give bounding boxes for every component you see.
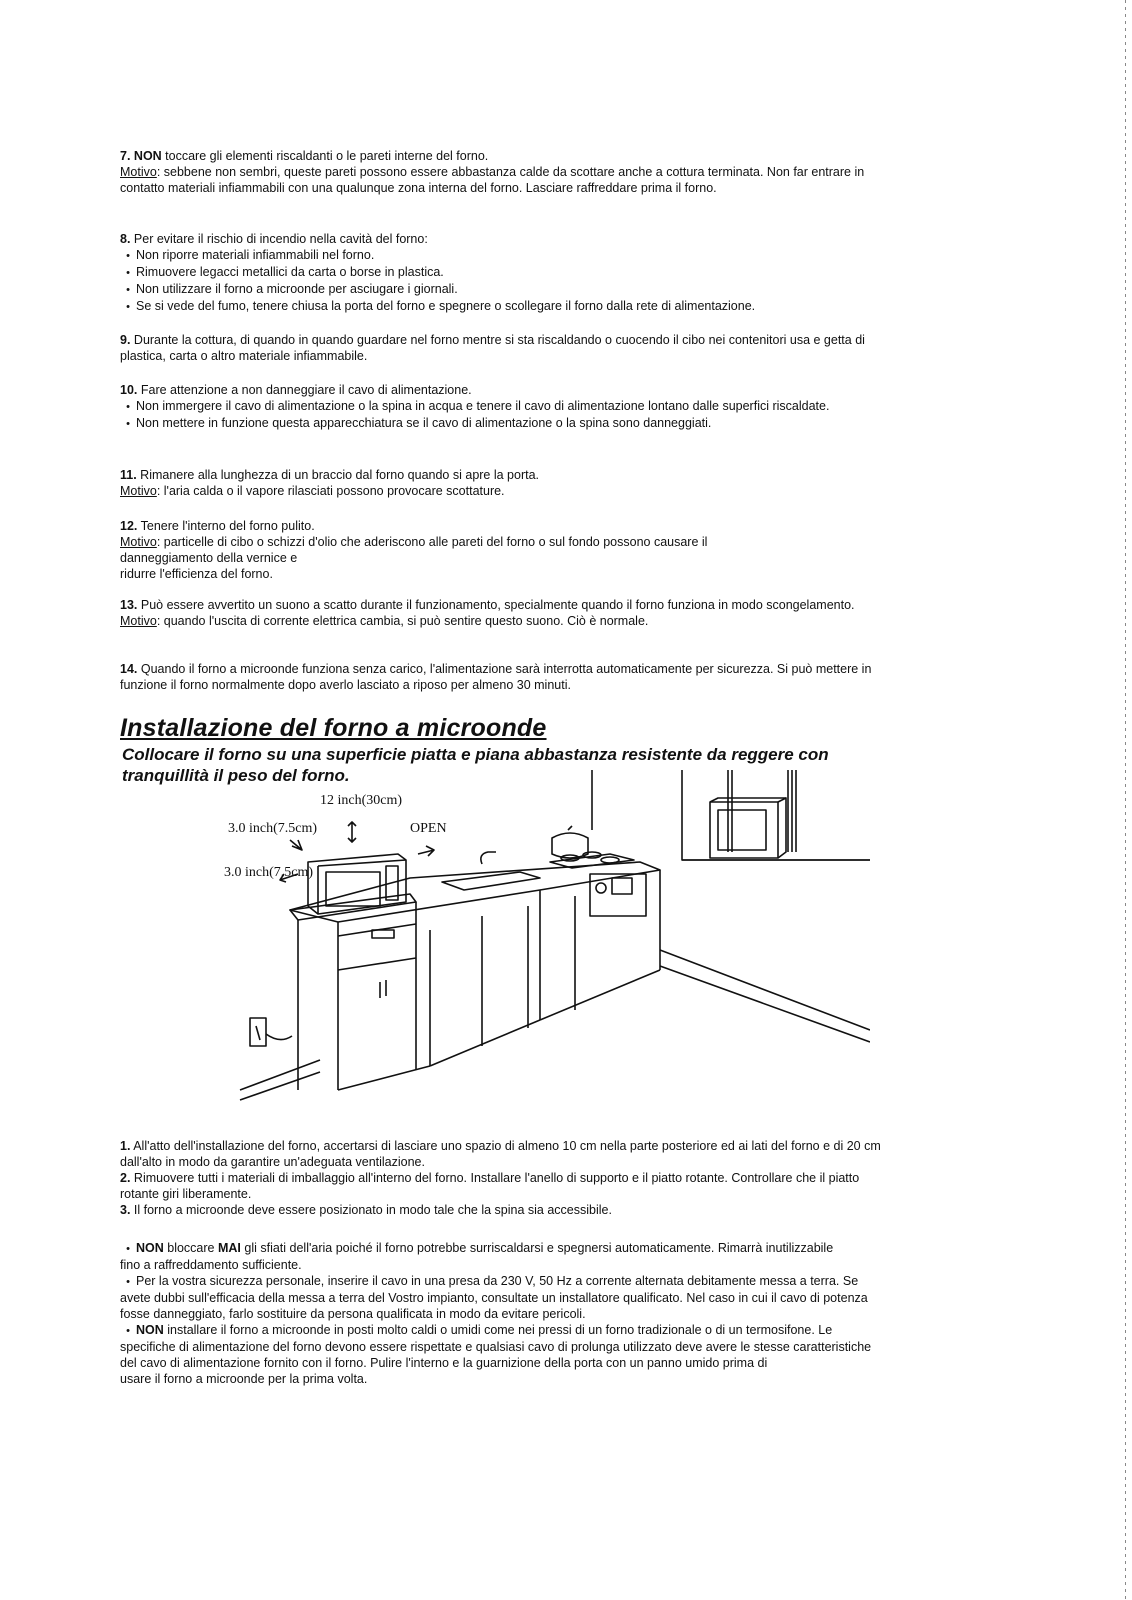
item-line: danneggiamento della vernice e [120, 551, 298, 565]
side-arrow [290, 840, 302, 850]
step-number: 2. [120, 1171, 131, 1185]
reason-label: Motivo [120, 165, 157, 179]
note-text: fino a raffreddamento sufficiente. [120, 1258, 302, 1272]
item-text: Può essere avvertito un suono a scatto durante il funzionamento, specialmente quando il forno funziona in modo scongelamento. [137, 598, 855, 612]
note-line [120, 1257, 882, 1273]
top-arrow [348, 822, 356, 842]
kitchen-drawing [220, 770, 870, 1120]
note-emphasis: NON [136, 1241, 164, 1255]
note-emphasis: NON [136, 1323, 164, 1337]
item-text: Tenere l'interno del forno pulito. [137, 519, 315, 533]
item-line: contatto materiali infiammabili con una qualunque zona interna del forno. Lasciare raffreddare prima il forno. [120, 181, 717, 195]
bullet-text: Rimuovere legacci metallici da carta o borse in plastica. [136, 265, 444, 279]
note-emphasis: MAI [217, 1241, 241, 1255]
scan-edge [1125, 0, 1126, 1600]
item-reason [120, 483, 882, 499]
section-subtitle: Collocare il forno su una superficie piatta e piana abbastanza resistente da reggere con tranquillità il peso del forno. [122, 745, 829, 785]
bullet-item [120, 264, 882, 281]
item-lead [120, 661, 882, 693]
back-clearance-label: 3.0 inch(7.5cm) [224, 865, 314, 880]
item-text: Quando il forno a microonde funziona senza carico, l'alimentazione sarà interrotta automaticamente per sicurezza. Si può mettere in funzione il forno normalmente dopo averlo lasciato a riposo per almeno 30 minuti. [120, 662, 872, 692]
bullet-text: Se si vede del fumo, tenere chiusa la porta del forno e spegnere o scollegare il forno dalla rete di alimentazione. [136, 299, 756, 313]
reason-label: Motivo [120, 484, 157, 498]
safety-item [120, 148, 882, 196]
bullet-item [120, 415, 882, 432]
top-clearance-label: 12 inch(30cm) [320, 793, 403, 808]
reason-text: : l'aria calda o il vapore rilasciati possono provocare scottature. [156, 484, 505, 498]
safety-item [120, 661, 882, 693]
note-bullet [120, 1322, 882, 1339]
note-text: bloccare [163, 1241, 218, 1255]
step-number: 1. [120, 1139, 131, 1153]
step-text: Rimuovere tutti i materiali di imballaggio all'interno del forno. Installare l'anello di supporto e il piatto rotante. Controllare che il piatto rotante giri liberamente. [120, 1171, 860, 1201]
item-text: Rimanere alla lunghezza di un braccio dal forno quando si apre la porta. [136, 468, 540, 482]
reason-label: Motivo [120, 614, 157, 628]
faucet [481, 852, 496, 864]
note-text: gli sfiati dell'aria poiché il forno potrebbe surriscaldarsi e spegnersi automaticamente. Rimarrà inutilizzabile [240, 1241, 834, 1255]
item-number: 14. [120, 662, 138, 676]
note-line [120, 1339, 882, 1371]
window-post-left [728, 770, 732, 852]
safety-item [120, 332, 882, 364]
item-lead [120, 231, 882, 247]
item-number: 11. [120, 468, 137, 482]
bullet-item [120, 281, 882, 298]
item-reason [120, 164, 882, 180]
section-title: Installazione del forno a microonde [120, 714, 547, 742]
bullet-item [120, 298, 882, 315]
note-line [120, 1371, 882, 1387]
note-bullet [120, 1273, 882, 1322]
safety-item [120, 597, 882, 629]
side-clearance-label: 3.0 inch(7.5cm) [228, 821, 318, 836]
note-text: Per la vostra sicurezza personale, inserire il cavo in una presa da 230 V, 50 Hz a corrente alternata debitamente messa a terra. Se avete dubbi sull'efficacia della messa a terra del Vostro impianto, consultate un installatore qualificato. Nel caso in cui il cavo di potenza fosse danneggiato, farlo sostituire da persona qualificata in modo da evitare pericoli. [120, 1274, 868, 1321]
reason-label: Motivo [120, 535, 157, 549]
item-text: Fare attenzione a non danneggiare il cavo di alimentazione. [137, 383, 472, 397]
step-text: All'atto dell'installazione del forno, accertarsi di lasciare uno spazio di almeno 10 cm nella parte posteriore ed ai lati del forno e di 20 cm dall'alto in modo da garantire un'adeguata ventilazione. [120, 1139, 881, 1169]
bullet-item [120, 398, 882, 415]
safety-item [120, 467, 882, 499]
item-number: 9. [120, 333, 131, 347]
item-lead [120, 332, 882, 364]
item-lead [120, 467, 882, 483]
bullet-text: Non immergere il cavo di alimentazione o la spina in acqua e tenere il cavo di alimentazione lontano dalle superfici riscaldate. [136, 399, 830, 413]
install-step [120, 1202, 882, 1218]
item-number: 8. [120, 232, 131, 246]
floor-line-right [660, 950, 870, 1030]
install-notes [120, 1240, 882, 1387]
item-lead [120, 148, 882, 164]
cabinet-doors [430, 896, 575, 1066]
note-text: usare il forno a microonde per la prima volta. [120, 1372, 368, 1386]
note-text: installare il forno a microonde in posti molto caldi o umidi come nei pressi di un forno tradizionale o di un termosifone. Le [163, 1323, 833, 1337]
reason-text: : particelle di cibo o schizzi d'olio che aderiscono alle pareti del forno o sul fondo possono causare il [156, 535, 708, 549]
stand-drawer [338, 924, 416, 970]
emphasis: NON [133, 149, 162, 163]
safety-item [120, 382, 882, 432]
safety-item [120, 518, 882, 582]
bullet-text: Non mettere in funzione questa apparecchiatura se il cavo di alimentazione o la spina sono danneggiati. [136, 416, 712, 430]
item-reason [120, 534, 882, 550]
item-line: ridurre l'efficienza del forno. [120, 567, 273, 581]
bullet-item [120, 247, 882, 264]
note-text: specifiche di alimentazione del forno devono essere rispettate e qualsiasi cavo di prolunga utilizzato deve avere le stesse caratteristiche del cavo di alimentazione fornito con il forno. Pulire l'interno e la guarnizione della porta con un panno umido prima di [120, 1340, 872, 1370]
item-reason [120, 613, 882, 629]
note-bullet [120, 1240, 882, 1257]
install-step [120, 1170, 882, 1202]
install-step [120, 1138, 882, 1170]
step-text: Il forno a microonde deve essere posizionato in modo tale che la spina sia accessibile. [130, 1203, 612, 1217]
item-number: 7. [120, 149, 131, 163]
bullet-text: Non riporre materiali infiammabili nel forno. [136, 248, 375, 262]
reason-text: : quando l'uscita di corrente elettrica cambia, si può sentire questo suono. Ciò è normale. [156, 614, 649, 628]
item-lead [120, 518, 882, 534]
window-post-right [788, 770, 796, 852]
reason-text: : sebbene non sembri, queste pareti possono essere abbastanza calde da scottare anche a cottura terminata. Non far entrare in [156, 165, 865, 179]
item-lead [120, 382, 882, 398]
install-steps [120, 1138, 882, 1218]
item-number: 13. [120, 598, 138, 612]
item-text: Per evitare il rischio di incendio nella cavità del forno: [130, 232, 428, 246]
step-number: 3. [120, 1203, 131, 1217]
open-label: OPEN [410, 821, 447, 836]
bullet-text: Non utilizzare il forno a microonde per asciugare i giornali. [136, 282, 458, 296]
kitchen-illustration [220, 770, 870, 1120]
item-lead [120, 597, 882, 613]
open-arrow [418, 846, 434, 856]
item-text: Durante la cottura, di quando in quando guardare nel forno mentre si sta riscaldando o cuocendo il cibo nei contenitori usa e getta di plastica, carta o altro materiale infiammabile. [120, 333, 865, 363]
item-number: 12. [120, 519, 138, 533]
safety-item [120, 231, 882, 315]
item-number: 10. [120, 383, 138, 397]
item-text: toccare gli elementi riscaldanti o le pareti interne del forno. [161, 149, 489, 163]
power-cord [266, 1034, 292, 1040]
